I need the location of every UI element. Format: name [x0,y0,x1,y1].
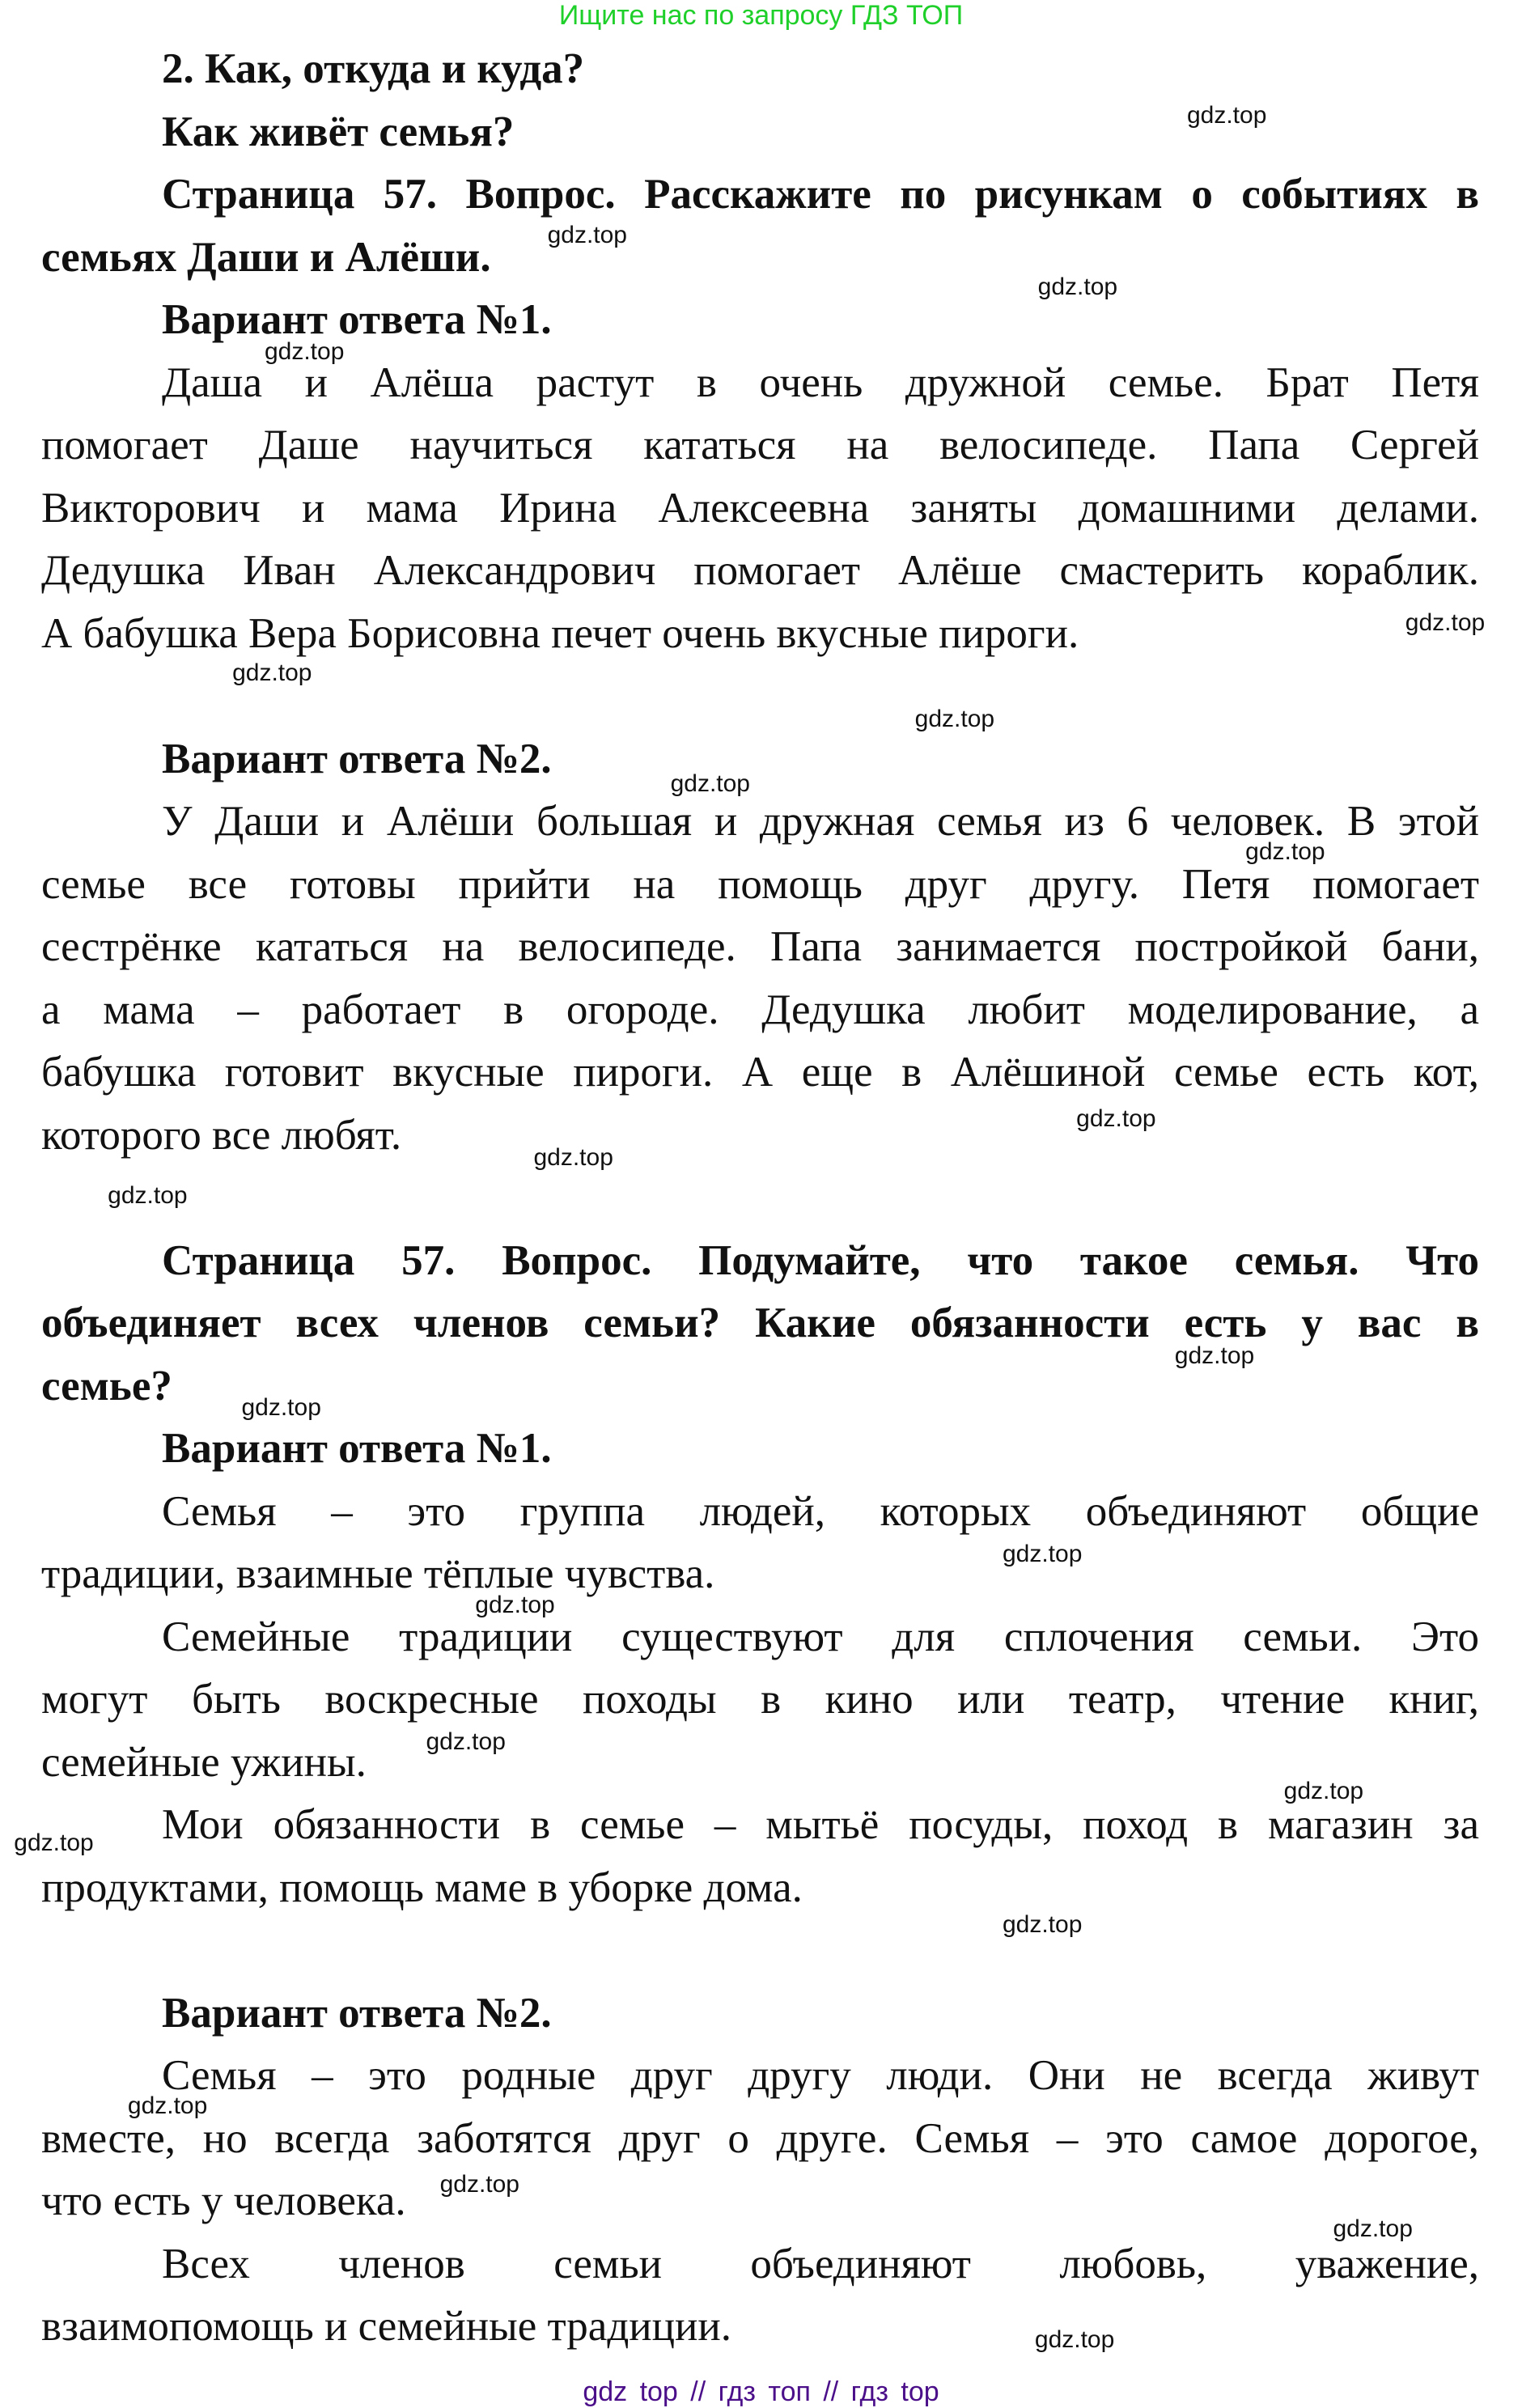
watermark-text: gdz.top [439,2170,520,2198]
watermark-text: gdz.top [1405,608,1486,636]
text-line: Семейные традиции существуют для сплочения семьи. Это [162,1613,1479,1660]
watermark-text: gdz.top [264,338,345,366]
text-line: помогает Даше научиться кататься на велосипеде. Папа Сергей [41,422,1479,468]
text-line: Всех членов семьи объединяют любовь, уважение, [162,2240,1479,2287]
text-line: У Даши и Алёши большая и дружная семья из 6 человек. В этой [162,798,1479,845]
footer-links[interactable]: gdz top // гдз топ // гдз top [583,2376,939,2407]
text-line: продуктами, помощь маме в уборке дома. [41,1863,803,1911]
text-line: сестрёнке кататься на велосипеде. Папа занимается постройкой бани, [41,923,1479,970]
text-line: 2. Как, откуда и куда? [162,45,585,92]
text-line: Страница 57. Вопрос. Подумайте, что такое семья. Что [162,1236,1479,1284]
watermark-text: gdz.top [232,659,312,687]
text-line: Викторович и мама Ирина Алексеевна заняты домашними делами. [41,484,1479,532]
blank-line [41,1919,1479,1982]
text-line: объединяет всех членов семьи? Какие обязанности есть у вас в [41,1299,1479,1346]
watermark-text: gdz.top [547,221,628,248]
text-line: Вариант ответа №1. [162,296,552,343]
text-line: Даша и Алёша растут в очень дружной семье. Брат Петя [162,358,1479,406]
text-line: а мама – работает в огороде. Дедушка любит моделирование, а [41,986,1479,1033]
search-banner[interactable]: Ищите нас по запросу ГДЗ ТОП [558,0,964,31]
watermark-text: gdz.top [1245,837,1325,865]
text-line: которого все любят. [41,1111,402,1159]
text-paragraph [41,2233,1479,2359]
watermark-text: gdz.top [1174,1342,1255,1369]
heading-paragraph [41,1418,1479,1481]
text-line: Семья – это родные друг другу люди. Они не всегда живут [162,2052,1479,2099]
text-line: что есть у человека. [41,2177,406,2224]
text-line: бабушка готовит вкусные пироги. А еще в Алёшиной семье есть кот, [41,1049,1479,1096]
text-line: Вариант ответа №2. [162,735,552,782]
text-line: взаимопомощь и семейные традиции. [41,2303,731,2350]
watermark-text: gdz.top [426,1728,506,1755]
watermark-text: gdz.top [14,1829,94,1857]
heading-paragraph [41,289,1479,352]
watermark-text: gdz.top [475,1591,555,1618]
text-paragraph [41,352,1479,666]
text-line: традиции, взаимные тёплые чувства. [41,1550,715,1597]
watermark-text: gdz.top [1283,1777,1364,1804]
text-line: Дедушка Иван Александрович помогает Алёше смастерить кораблик. [41,547,1479,594]
watermark-text: gdz.top [1034,2325,1115,2353]
watermark-text: gdz.top [241,1394,321,1422]
watermark-text: gdz.top [1333,2215,1413,2242]
text-line: А бабушка Вера Борисовна печет очень вкусные пироги. [41,609,1079,657]
text-paragraph [41,1794,1479,1919]
heading-paragraph [41,1982,1479,2046]
text-paragraph [41,1606,1479,1795]
text-line: могут быть воскресные походы в кино или театр, чтение книг, [41,1676,1479,1723]
watermark-text: gdz.top [914,706,995,733]
watermark-text: gdz.top [1076,1105,1156,1133]
watermark-text: gdz.top [670,770,751,797]
heading-paragraph [41,1230,1479,1418]
watermark-text: gdz.top [1037,273,1118,301]
text-line: Семья – это группа людей, которых объединяют общие [162,1487,1479,1535]
heading-paragraph [41,728,1479,791]
watermark-text: gdz.top [533,1143,613,1171]
watermark-text: gdz.top [127,2092,208,2119]
heading-paragraph [41,38,1479,101]
heading-paragraph [41,163,1479,289]
watermark-text: gdz.top [108,1182,188,1210]
text-line: Страница 57. Вопрос. Расскажите по рисункам о событиях в [162,171,1479,218]
text-line: семье? [41,1362,172,1410]
watermark-text: gdz.top [1002,1910,1083,1938]
watermark-text: gdz.top [1002,1540,1083,1567]
text-line: семье все готовы прийти на помощь друг другу. Петя помогает [41,860,1479,908]
text-line: вместе, но всегда заботятся друг о друге. Семья – это самое дорогое, [41,2114,1479,2162]
text-paragraph [41,2045,1479,2233]
text-line: Вариант ответа №2. [162,1989,552,2037]
text-line: Как живёт семья? [162,108,515,155]
text-paragraph [41,1481,1479,1606]
text-line: семейные ужины. [41,1738,367,1786]
watermark-text: gdz.top [1186,101,1267,129]
text-line: Вариант ответа №1. [162,1425,552,1472]
text-line: Мои обязанности в семье – мытьё посуды, поход в магазин за [162,1801,1479,1848]
blank-line [41,1167,1479,1230]
text-line: семьях Даши и Алёши. [41,233,491,281]
document-body [41,38,1479,2359]
